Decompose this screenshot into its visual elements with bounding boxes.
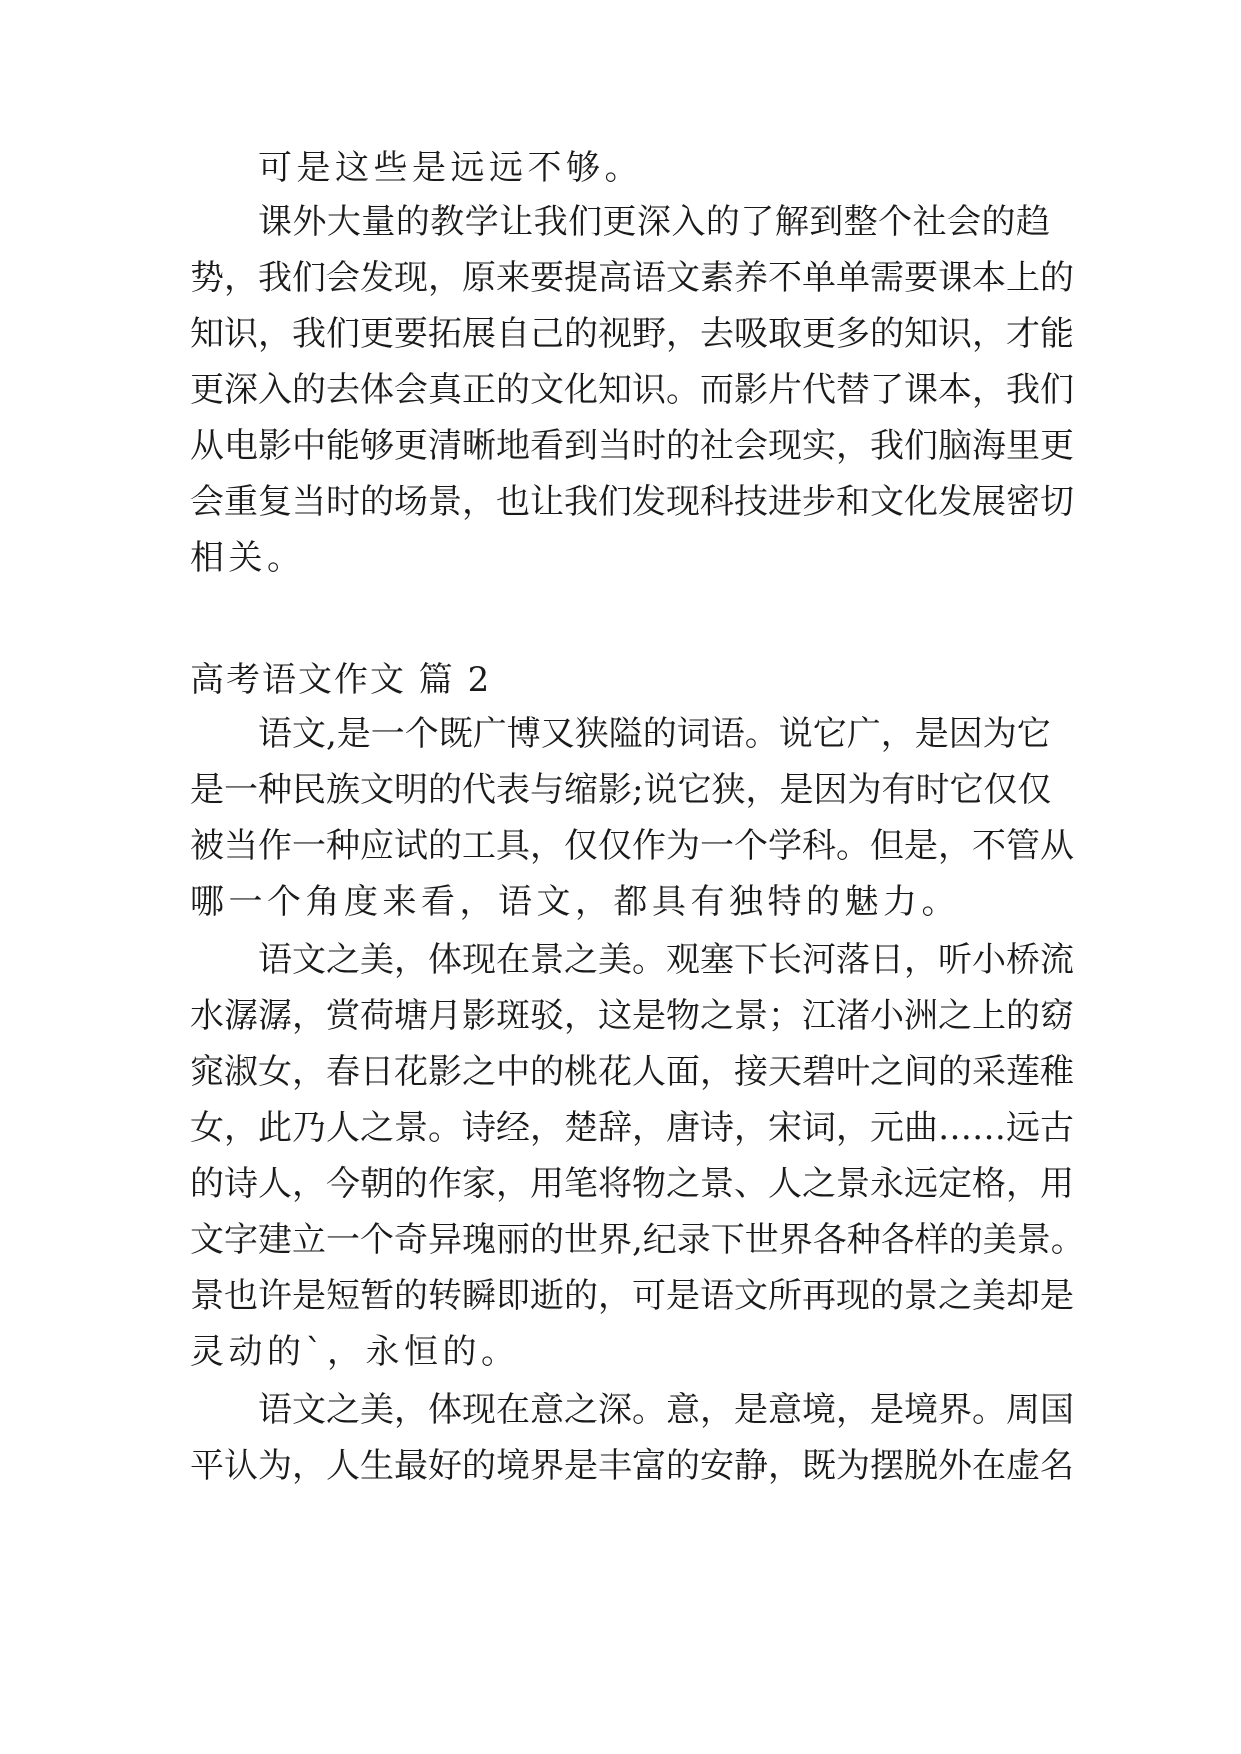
paragraph-line: 灵动的`，永恒的。 xyxy=(190,1332,520,1372)
paragraph-line: 语文,是一个既广博又狭隘的词语。说它广，是因为它 xyxy=(258,714,1051,754)
paragraph-line: 更深入的去体会真正的文化知识。而影片代替了课本，我们 xyxy=(190,370,1074,410)
paragraph-line: 水潺潺，赏荷塘月影斑驳，这是物之景；江渚小洲之上的窈 xyxy=(190,996,1074,1036)
paragraph-line: 景也许是短暂的转瞬即逝的，可是语文所再现的景之美却是 xyxy=(190,1276,1074,1316)
paragraph-line: 知识，我们更要拓展自己的视野，去吸取更多的知识，才能 xyxy=(190,314,1074,354)
paragraph-line: 相关。 xyxy=(190,538,306,578)
section-heading: 高考语文作文 篇 2 xyxy=(190,660,492,700)
paragraph-line: 是一种民族文明的代表与缩影;说它狭，是因为有时它仅仅 xyxy=(190,770,1052,810)
paragraph-line: 势，我们会发现，原来要提高语文素养不单单需要课本上的 xyxy=(190,258,1074,298)
paragraph-line: 会重复当时的场景，也让我们发现科技进步和文化发展密切 xyxy=(190,482,1074,522)
paragraph-line: 语文之美，体现在景之美。观塞下长河落日，听小桥流 xyxy=(258,940,1074,980)
paragraph-line: 被当作一种应试的工具，仅仅作为一个学科。但是，不管从 xyxy=(190,826,1074,866)
paragraph-line: 窕淑女，春日花影之中的桃花人面，接天碧叶之间的采莲稚 xyxy=(190,1052,1074,1092)
paragraph-line: 语文之美，体现在意之深。意，是意境，是境界。周国 xyxy=(258,1390,1074,1430)
paragraph-line: 哪一个角度来看，语文，都具有独特的魅力。 xyxy=(190,882,960,922)
paragraph-line: 平认为，人生最好的境界是丰富的安静，既为摆脱外在虚名 xyxy=(190,1446,1074,1486)
paragraph-line: 女，此乃人之景。诗经，楚辞，唐诗，宋词，元曲……远古 xyxy=(190,1108,1074,1148)
paragraph-line: 从电影中能够更清晰地看到当时的社会现实，我们脑海里更 xyxy=(190,426,1074,466)
paragraph-line: 的诗人，今朝的作家，用笔将物之景、人之景永远定格，用 xyxy=(190,1164,1074,1204)
paragraph-line: 可是这些是远远不够。 xyxy=(258,148,643,188)
paragraph-line: 课外大量的教学让我们更深入的了解到整个社会的趋 xyxy=(258,202,1050,242)
paragraph-line: 文字建立一个奇异瑰丽的世界,纪录下世界各种各样的美景。 xyxy=(190,1220,1085,1260)
